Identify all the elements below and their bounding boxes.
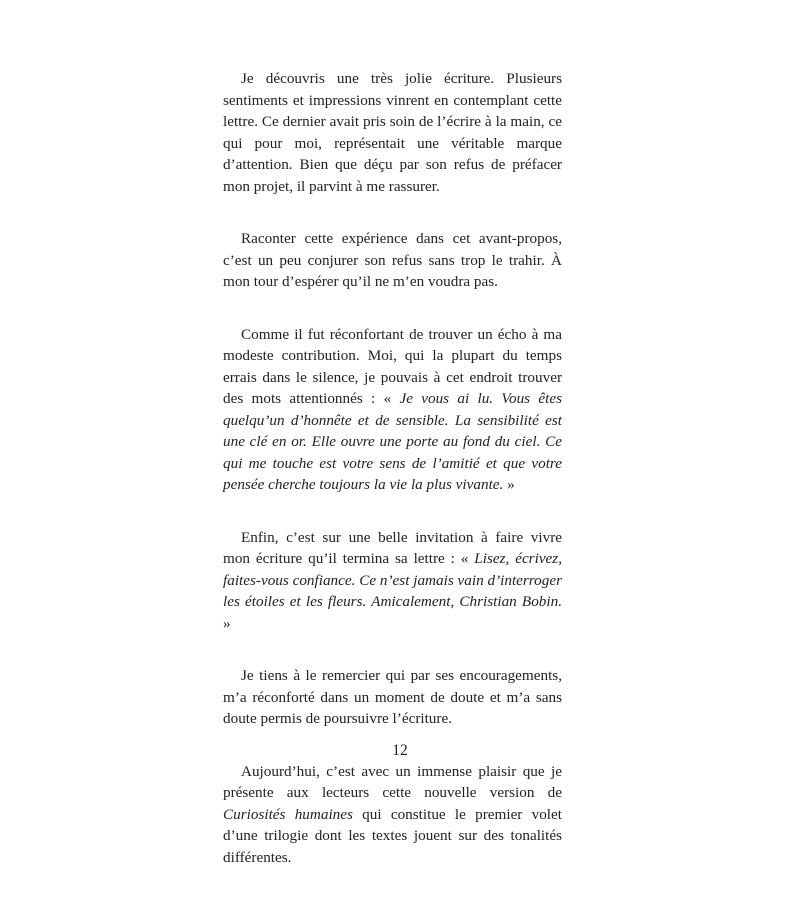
paragraph (223, 68, 562, 197)
paragraph-text: Comme il fut réconfortant de trouver un écho à ma modeste contribution. Moi, qui la plupart du temps errais dans le silence, je pouvais à cet endroit trouver des mots attentionnés : « (223, 325, 562, 407)
quotation-italic: Je vous ai lu. Vous êtes quelqu’un d’honnête et de sensible. La sensibilité est une clé en or. Elle ouvre une porte au fond du ciel. Ce qui me touche est votre sens de l’amitié et que votre pensée cherche toujours la vie la plus vivante. (223, 390, 562, 493)
paragraph-text: » (503, 476, 515, 493)
page-body (223, 68, 562, 899)
book-title-italic: Curiosités humaines (223, 805, 353, 823)
paragraph (223, 228, 562, 293)
paragraph-text: » (223, 614, 231, 632)
paragraph-text: Aujourd’hui, c’est avec un immense plaisir que je présente aux lecteurs cette nouvelle version de (223, 762, 562, 801)
paragraph (223, 665, 562, 730)
page-number: 12 (392, 742, 408, 759)
quotation-italic: Lisez, écrivez, faites-vous confiance. Ce n’est jamais vain d’interroger les étoiles et les fleurs. Amicalement, Christian Bobin. (223, 550, 563, 610)
paragraph-text: Enfin, c’est sur une belle invitation à faire vivre mon écriture qu’il termina sa lettre : « (223, 528, 562, 567)
paragraph-text: qui constitue le premier volet d’une trilogie dont les textes jouent sur des tonalités différentes. (223, 805, 562, 866)
paragraph-text: Je découvris une très jolie écriture. Plusieurs sentiments et impressions vinrent en contemplant cette lettre. Ce dernier avait pris soin de l’écrire à la main, ce qui pour moi, représentait une véritable marque d’attention. Bien que déçu par son refus de préfacer mon projet, il parvint à me rassurer. (223, 70, 562, 195)
paragraph (223, 324, 562, 496)
paragraph (223, 527, 562, 635)
paragraph-text: Raconter cette expérience dans cet avant-propos, c’est un peu conjurer son refus sans trop le trahir. À mon tour d’espérer qu’il ne m’en voudra pas. (223, 230, 562, 290)
paragraph-text: Je tiens à le remercier qui par ses encouragements, m’a réconforté dans un moment de doute et m’a sans doute permis de poursuivre l’écriture. (223, 667, 562, 727)
paragraph (223, 761, 562, 869)
